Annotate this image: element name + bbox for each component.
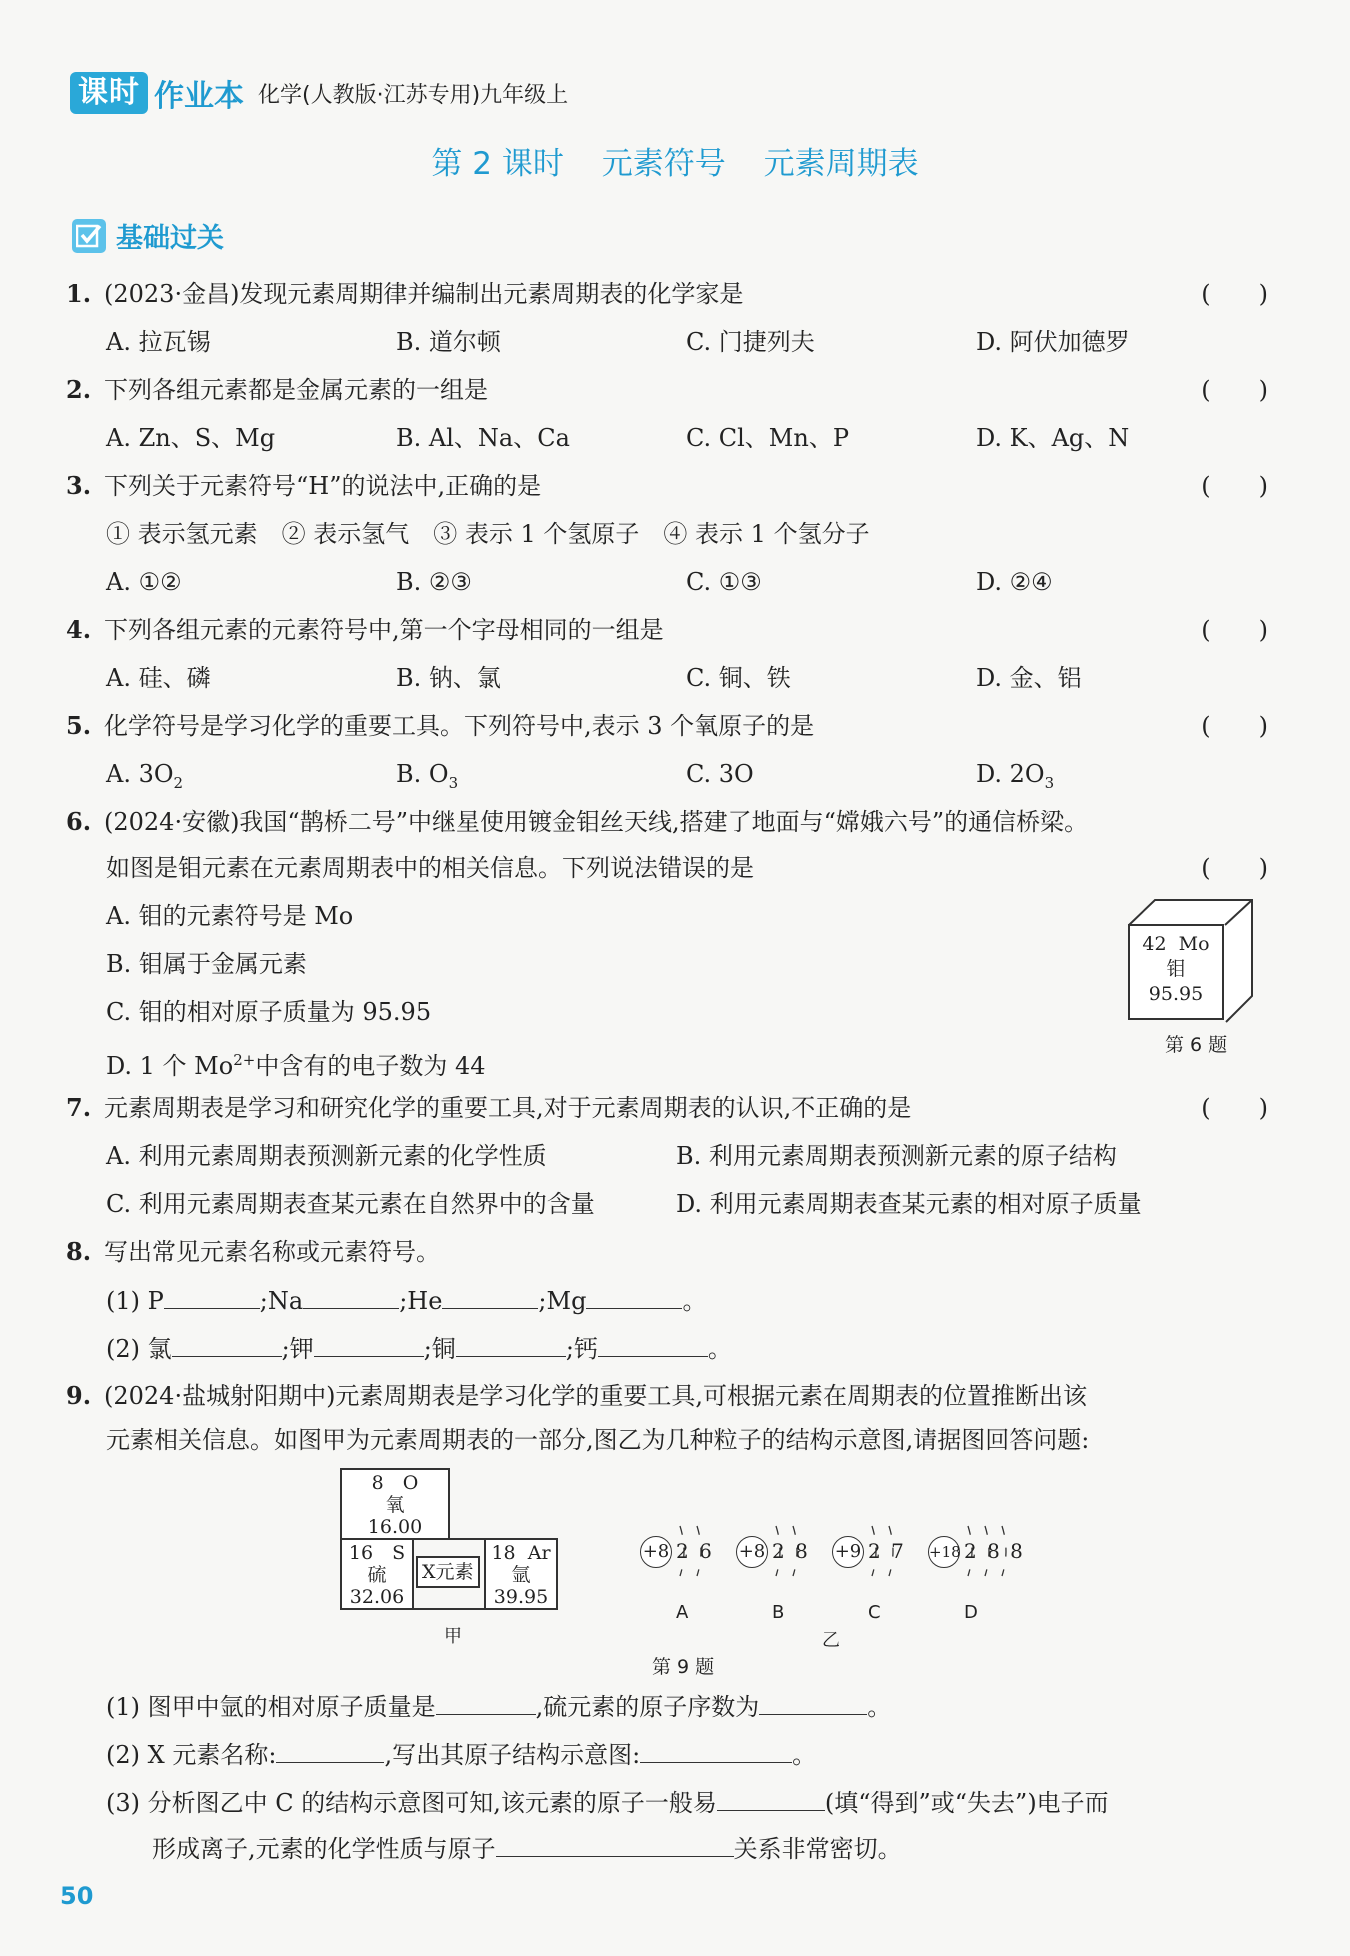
lesson-title bbox=[0, 138, 1350, 183]
fill-line-2: (2) 氯 ;钾 ;铜 ;钙 。 bbox=[106, 1332, 732, 1365]
question-8 bbox=[66, 1236, 1268, 1268]
option-c: C. 利用元素周期表查某元素在自然界中的含量 bbox=[106, 1190, 595, 1218]
brand-name: 作业本 bbox=[154, 79, 244, 114]
section-heading bbox=[72, 216, 224, 255]
question-number: 9. bbox=[66, 1381, 92, 1410]
shell-arcs bbox=[958, 1522, 1048, 1582]
answer-blank[interactable] bbox=[442, 1284, 538, 1309]
shell-arc bbox=[776, 1526, 780, 1576]
atom-label: B bbox=[772, 1602, 785, 1623]
answer-blank[interactable] bbox=[759, 1690, 867, 1715]
option-b: B. 道尔顿 bbox=[396, 328, 501, 356]
question-number: 3. bbox=[66, 471, 92, 500]
question-9-line-2 bbox=[106, 1424, 1280, 1456]
shell-arc bbox=[985, 1526, 989, 1576]
cell-argon: 18 Ar 氩 39.95 bbox=[484, 1538, 558, 1610]
question-7 bbox=[66, 1092, 1268, 1124]
question-text: 下列关于元素符号“H”的说法中,正确的是 bbox=[104, 472, 542, 500]
lesson-part: 第 2 课时 bbox=[431, 146, 564, 182]
answer-blank[interactable] bbox=[314, 1332, 424, 1357]
option-a: A. ①② bbox=[106, 568, 182, 596]
question-number: 6. bbox=[66, 807, 92, 836]
answer-paren: ( ) bbox=[1201, 616, 1268, 644]
section-title: 基础过关 bbox=[116, 223, 224, 254]
question-number: 5. bbox=[66, 711, 92, 740]
option-b: B. ②③ bbox=[396, 568, 472, 596]
subquestion-1: (1) 图甲中氩的相对原子质量是 ,硫元素的原子序数为 。 bbox=[106, 1690, 891, 1723]
question-1 bbox=[66, 278, 1268, 310]
question-4 bbox=[66, 614, 1268, 646]
question-3 bbox=[66, 470, 1268, 502]
shell-arc bbox=[793, 1526, 797, 1576]
option-d: D. 阿伏加德罗 bbox=[976, 328, 1130, 356]
options-3 bbox=[106, 566, 1268, 598]
answer-blank[interactable] bbox=[586, 1284, 682, 1309]
figure-caption-9: 第 9 题 bbox=[652, 1656, 715, 1678]
options-2 bbox=[106, 422, 1268, 454]
option-d: D. ②④ bbox=[976, 568, 1053, 596]
answer-blank[interactable] bbox=[276, 1738, 384, 1763]
option-b: B. Al、Na、Ca bbox=[396, 424, 570, 452]
question-number: 8. bbox=[66, 1237, 92, 1266]
option-d: D. K、Ag、N bbox=[976, 424, 1130, 452]
question-text: 写出常见元素名称或元素符号。 bbox=[104, 1238, 440, 1266]
question-2 bbox=[66, 374, 1268, 406]
question-number: 1. bbox=[66, 279, 92, 308]
option-d: D. $2O_3$ bbox=[976, 760, 1055, 792]
answer-paren: ( ) bbox=[1201, 376, 1268, 404]
question-6-line-2 bbox=[106, 852, 1268, 884]
options-4 bbox=[106, 662, 1268, 694]
fill-line-1: (1) P ;Na ;He ;Mg 。 bbox=[106, 1284, 706, 1317]
option-c: C. 铜、铁 bbox=[686, 664, 791, 692]
answer-blank[interactable] bbox=[496, 1832, 734, 1857]
brand-logo: 课时 bbox=[70, 72, 148, 114]
element-number-symbol: 42 Mo bbox=[1142, 933, 1210, 955]
options-1 bbox=[106, 326, 1268, 358]
question-text: 元素周期表是学习和研究化学的重要工具,对于元素周期表的认识,不正确的是 bbox=[104, 1094, 912, 1122]
option-c: C. 钼的相对原子质量为 95.95 bbox=[106, 998, 432, 1026]
option-b: B. 利用元素周期表预测新元素的原子结构 bbox=[676, 1142, 1117, 1170]
answer-paren: ( ) bbox=[1201, 712, 1268, 740]
cell-sulfur: 16 S 硫 32.06 bbox=[340, 1538, 414, 1610]
electron-shells: 2 8 8 bbox=[964, 1539, 1025, 1563]
answer-blank[interactable] bbox=[456, 1332, 566, 1357]
lesson-topic-2: 元素周期表 bbox=[763, 146, 919, 182]
checkbox-icon bbox=[72, 219, 106, 253]
element-mass: 95.95 bbox=[1148, 983, 1204, 1005]
atom-label: C bbox=[868, 1602, 881, 1623]
option-a: A. 利用元素周期表预测新元素的化学性质 bbox=[106, 1142, 547, 1170]
electron-shells: 2 8 bbox=[772, 1539, 810, 1563]
shell-arc bbox=[872, 1526, 876, 1576]
option-d: D. 利用元素周期表查某元素的相对原子质量 bbox=[676, 1190, 1142, 1218]
option-a: A. 硅、磷 bbox=[106, 664, 211, 692]
shell-arc bbox=[680, 1526, 684, 1576]
answer-blank[interactable] bbox=[172, 1332, 282, 1357]
question-text: 化学符号是学习化学的重要工具。下列符号中,表示 3 个氧原子的是 bbox=[104, 712, 815, 740]
atom-label: D bbox=[964, 1602, 978, 1623]
subquestion-2: (2) X 元素名称: ,写出其原子结构示意图: 。 bbox=[106, 1738, 816, 1771]
options-7-row-1 bbox=[106, 1140, 1268, 1172]
atom-label: A bbox=[676, 1602, 689, 1623]
book-subtitle: 化学(人教版·江苏专用)九年级上 bbox=[258, 82, 569, 108]
option-c: C. ①③ bbox=[686, 568, 762, 596]
nucleus: +8 bbox=[736, 1536, 768, 1568]
shell-arc bbox=[1002, 1526, 1006, 1576]
element-card bbox=[1128, 924, 1224, 1020]
question-number: 4. bbox=[66, 615, 92, 644]
x-element-label: X元素 bbox=[416, 1556, 480, 1588]
electron-shells: 2 7 bbox=[868, 1539, 906, 1563]
molybdenum-element-cube bbox=[1128, 898, 1268, 1028]
question-text-line-2: 如图是钼元素在元素周期表中的相关信息。下列说法错误的是 bbox=[106, 854, 754, 882]
option-c: C. 门捷列夫 bbox=[686, 328, 815, 356]
question-text-line-2: 元素相关信息。如图甲为元素周期表的一部分,图乙为几种粒子的结构示意图,请据图回答问题: bbox=[106, 1426, 1090, 1454]
answer-paren: ( ) bbox=[1201, 854, 1268, 882]
figure-caption-6: 第 6 题 bbox=[1165, 1034, 1228, 1056]
option-a: A. Zn、S、Mg bbox=[106, 424, 276, 452]
answer-blank[interactable] bbox=[598, 1332, 708, 1357]
answer-blank[interactable] bbox=[164, 1284, 260, 1309]
element-name: 钼 bbox=[1166, 958, 1186, 980]
question-text: (2023·金昌)发现元素周期律并编制出元素周期表的化学家是 bbox=[104, 280, 744, 308]
shell-arc bbox=[697, 1526, 701, 1576]
answer-blank[interactable] bbox=[303, 1284, 399, 1309]
question-text-line-1: (2024·盐城射阳期中)元素周期表是学习化学的重要工具,可根据元素在周期表的位置推断出该 bbox=[104, 1382, 1088, 1410]
option-a: A. 拉瓦锡 bbox=[106, 328, 211, 356]
electron-shells: 2 6 bbox=[676, 1539, 714, 1563]
header-brand bbox=[70, 70, 568, 116]
question-9 bbox=[66, 1380, 1280, 1412]
answer-blank[interactable] bbox=[436, 1690, 536, 1715]
subquestion-3: (3) 分析图乙中 C 的结构示意图可知,该元素的原子一般易 (填“得到”或“失去”)电子而 bbox=[106, 1786, 1280, 1819]
figure-label-yi: 乙 bbox=[822, 1630, 840, 1651]
subquestion-3-line-2: 形成离子,元素的化学性质与原子 关系非常密切。 bbox=[152, 1832, 902, 1865]
question-5 bbox=[66, 710, 1268, 742]
answer-blank[interactable] bbox=[640, 1738, 792, 1763]
option-a: A. 钼的元素符号是 Mo bbox=[106, 902, 354, 930]
nucleus: +8 bbox=[640, 1536, 672, 1568]
answer-paren: ( ) bbox=[1201, 472, 1268, 500]
option-b: B. 钠、氯 bbox=[396, 664, 501, 692]
question-number: 7. bbox=[66, 1093, 92, 1122]
figure-label-jia: 甲 bbox=[444, 1626, 462, 1647]
options-5 bbox=[106, 758, 1268, 799]
shell-arc bbox=[889, 1526, 893, 1576]
nucleus: +18 bbox=[928, 1536, 960, 1568]
answer-paren: ( ) bbox=[1201, 280, 1268, 308]
lesson-topic-1: 元素符号 bbox=[601, 146, 726, 182]
option-d: D. 1 个 $Mo^{2+}$中含有的电子数为 44 bbox=[106, 1051, 486, 1080]
answer-blank[interactable] bbox=[717, 1786, 825, 1811]
cell-oxygen: 8 O 氧 16.00 bbox=[340, 1468, 450, 1540]
shell-arc bbox=[968, 1526, 972, 1576]
option-d: D. 金、铝 bbox=[976, 664, 1082, 692]
option-c: C. 3O bbox=[686, 760, 754, 788]
options-7-row-2 bbox=[106, 1188, 1268, 1220]
option-b: B. $O_3$ bbox=[396, 760, 459, 792]
question-number: 2. bbox=[66, 375, 92, 404]
answer-paren: ( ) bbox=[1201, 1094, 1268, 1122]
question-text: 下列各组元素的元素符号中,第一个字母相同的一组是 bbox=[104, 616, 664, 644]
question-6 bbox=[66, 806, 1280, 838]
option-c: C. Cl、Mn、P bbox=[686, 424, 849, 452]
nucleus: +9 bbox=[832, 1536, 864, 1568]
option-a: A. $3O_2$ bbox=[106, 760, 184, 792]
page-number: 50 bbox=[60, 1882, 94, 1910]
option-b: B. 钼属于金属元素 bbox=[106, 950, 307, 978]
question-text-line-1: (2024·安徽)我国“鹊桥二号”中继星使用镀金钼丝天线,搭建了地面与“嫦娥六号”的通信桥梁。 bbox=[104, 808, 1089, 836]
statements-3: ① 表示氢元素 ② 表示氢气 ③ 表示 1 个氢原子 ④ 表示 1 个氢分子 bbox=[106, 520, 870, 548]
question-text: 下列各组元素都是金属元素的一组是 bbox=[104, 376, 488, 404]
